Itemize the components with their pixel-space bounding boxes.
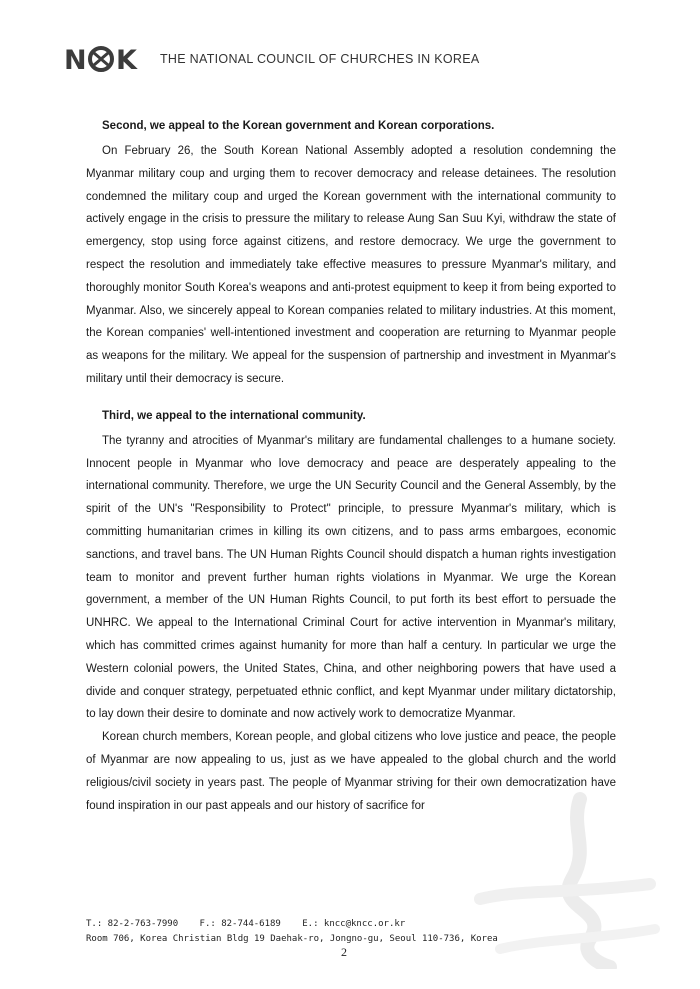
section-heading-korean-government: Second, we appeal to the Korean government and Korean corporations. (102, 120, 495, 132)
paragraph-international-community: The tyranny and atrocities of Myanmar's military are fundamental challenges to a humane society. Innocent people in Myanmar who love democracy and peace are desperately appealing to the international community. Therefore, we urge the UN Security Council and the General Assembly, by the spirit of the UN's "Responsibility to Protect" principle, to pressure Myanmar's military, which is committing humanitarian crimes in killing its own citizens, and to pass arms embargoes, economic sanctions, and travel bans. The UN Human Rights Council should dispatch a human rights investigation team to monitor and prevent further human rights violations in Myanmar. We urge the Korean government, a member of the UN Human Rights Council, to put forth its best effort to persuade the UNHRC. We appeal to the International Criminal Court for active intervention in Myanmar's military, which has committed crimes against humanity for more than half a century. In particular we urge the Western colonial powers, the United States, China, and other neighboring powers that have used a divide and conquer strategy, perpetuated ethnic conflict, and kept Myanmar under military dictatorship, to lay down their desire to dominate and now actively work to democratize Myanmar. (86, 434, 616, 721)
footer-email: E.: kncc@kncc.or.kr (302, 919, 406, 929)
page-number: 2 (341, 945, 347, 959)
footer-address: Room 706, Korea Christian Bldg 19 Daehak-ro, Jongno-gu, Seoul 110-736, Korea (86, 934, 498, 944)
contact-footer (86, 917, 498, 947)
organization-name: THE NATIONAL COUNCIL OF CHURCHES IN KOREA (160, 52, 480, 66)
section-heading-international-community: Third, we appeal to the international community. (102, 409, 366, 422)
paragraph-korean-government: On February 26, the South Korean National Assembly adopted a resolution condemning the Myanmar military coup and urging them to recover democracy and release detainees. The resolution condemned the military coup and urged the Korean government with the international community to actively engage in the crisis to pressure the military to release Aung San Suu Kyi, withdraw the state of emergency, stop using force against citizens, and restore democracy. We urge the government to respect the resolution and immediately take effective measures to pressure Myanmar's military, and thoroughly monitor South Korea's weapons and anti-protest equipment to keep it from being exported to Myanmar. Also, we sincerely appeal to Korean companies related to military industries. At this moment, the Korean companies' well-intentioned investment and cooperation are returning to Myanmar people as weapons for the military. We appeal for the suspension of partnership and investment in Myanmar's military until their democracy is secure. (86, 145, 616, 385)
ncck-logo (64, 44, 150, 74)
footer-fax: F.: 82-744-6189 (199, 919, 281, 929)
svg-text:N: N (64, 45, 86, 74)
paragraph-global-citizens: Korean church members, Korean people, and global citizens who love justice and peace, the people of Myanmar are now appealing to us, just as we have appealed to the global church and the world religious/civil society in years past. The people of Myanmar striving for their own democratization have found inspiration in our past appeals and our history of sacrifice for (86, 731, 616, 812)
svg-text:K: K (116, 45, 136, 74)
letter-body (86, 120, 616, 817)
ncck-logo-icon (64, 44, 150, 74)
footer-telephone: T.: 82-2-763-7990 (86, 919, 179, 929)
letterhead (64, 44, 480, 74)
